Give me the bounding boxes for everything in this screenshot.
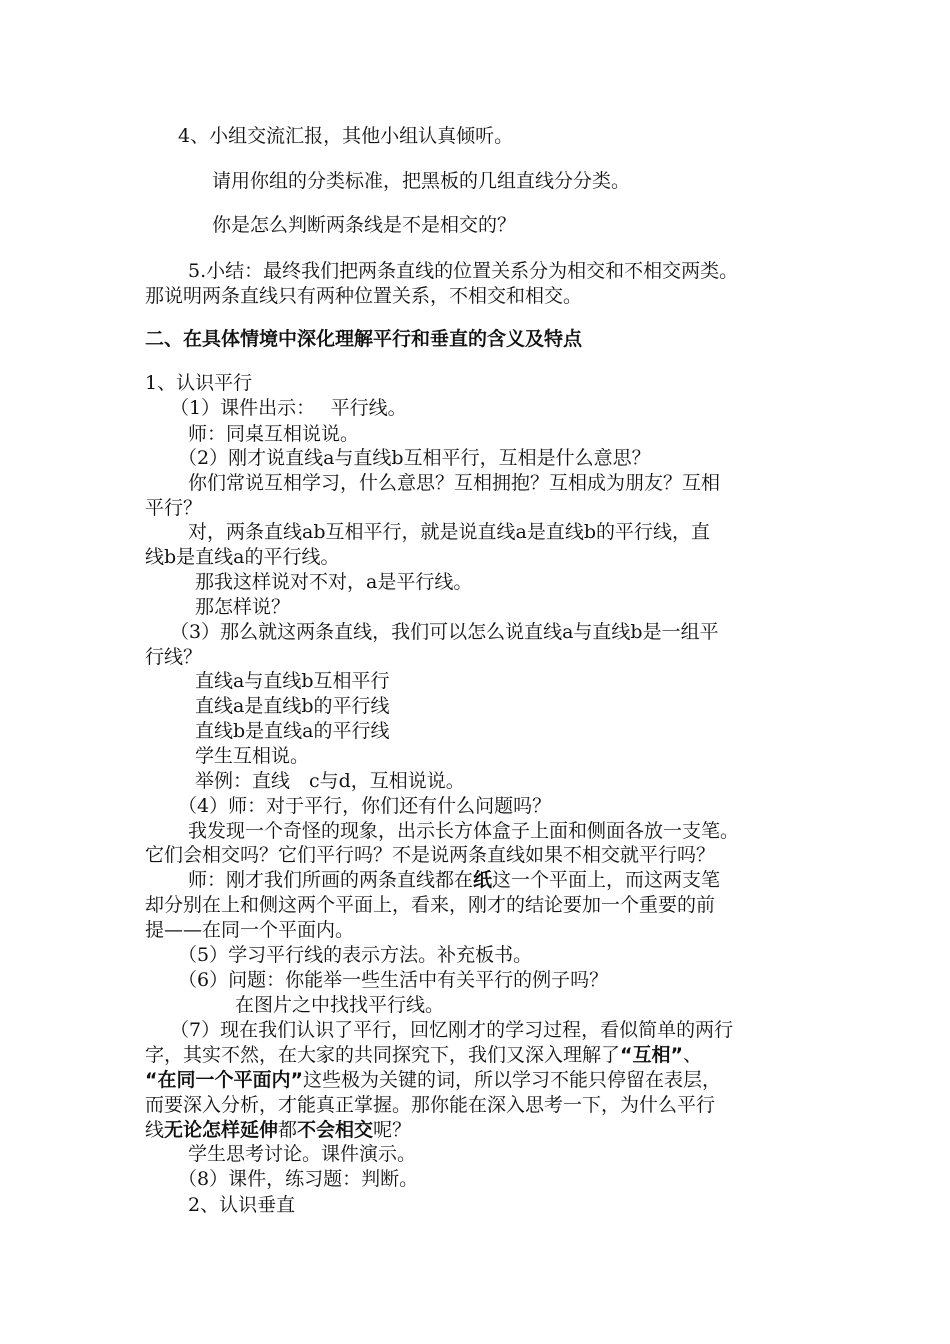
parallel-p2c-2: 线b是直线a的平行线。: [145, 546, 340, 568]
parallel-p7-4: 而要深入分析，才能真正掌握。那你能在深入思考一下，为什么平行: [145, 1094, 716, 1116]
summary-line-2: 那说明两条直线只有两种位置关系，不相交和相交。: [145, 285, 583, 307]
parallel-p4b-2: 却分别在上和侧这两个平面上，看来，刚才的结论要加一个重要的前: [145, 894, 716, 916]
parallel-p2c-1: 对，两条直线ab互相平行，就是说直线a是直线b的平行线，直: [188, 521, 710, 543]
parallel-p3e: 举例：直线 c与d，互相说说。: [195, 770, 465, 792]
parallel-p4: （4）师：对于平行，你们还有什么问题吗？: [178, 795, 552, 817]
parallel-p6a: 在图片之中找找平行线。: [235, 994, 445, 1016]
parallel-p4a-1: 我发现一个奇怪的现象，出示长方体盒子上面和侧面各放一支笔。: [188, 820, 740, 842]
parallel-title: 1、认识平行: [145, 372, 253, 394]
parallel-p3d: 学生互相说。: [195, 745, 310, 767]
emphasis-same-plane: “在同一个平面内”: [145, 1069, 303, 1091]
parallel-p2b-2: 平行？: [145, 497, 203, 519]
parallel-p1: （1）课件出示： 平行线。: [170, 397, 407, 419]
parallel-p7-5: 线无论怎样延伸都不会相交呢？: [145, 1119, 412, 1141]
parallel-p2d: 那我这样说对不对，a是平行线。: [195, 571, 473, 593]
parallel-p8: （8）课件，练习题：判断。: [178, 1168, 419, 1190]
parallel-p3a: 直线a与直线b互相平行: [195, 670, 390, 692]
parallel-p2: （2）刚才说直线a与直线b互相平行，互相是什么意思？: [178, 447, 651, 469]
parallel-p5: （5）学习平行线的表示方法。补充板书。: [178, 944, 533, 966]
parallel-p7-3: “在同一个平面内”这些极为关键的词，所以学习不能只停留在表层，: [145, 1069, 721, 1091]
section-2-heading: 二、在具体情境中深化理解平行和垂直的含义及特点: [145, 328, 583, 350]
parallel-p4b-1: 师：刚才我们所画的两条直线都在纸这一个平面上，而这两支笔: [188, 869, 721, 891]
parallel-p3-1: （3）那么就这两条直线，我们可以怎么说直线a与直线b是一组平: [170, 621, 719, 643]
emphasis-mutual: “互相”: [620, 1044, 683, 1066]
parallel-p3b: 直线a是直线b的平行线: [195, 695, 390, 717]
parallel-p2b-1: 你们常说互相学习，什么意思？互相拥抱？互相成为朋友？互相: [188, 472, 721, 494]
emphasis-no-intersect: 不会相交: [297, 1119, 374, 1141]
question-intersect: 你是怎么判断两条线是不是相交的？: [212, 214, 517, 236]
emphasis-extend: 无论怎样延伸: [164, 1119, 279, 1141]
question-classify: 请用你组的分类标准，把黑板的几组直线分分类。: [212, 170, 631, 192]
parallel-p4b-3: 提——在同一个平面内。: [145, 919, 355, 941]
parallel-p3c: 直线b是直线a的平行线: [195, 720, 390, 742]
parallel-p3-2: 行线？: [145, 646, 203, 668]
parallel-p7a: 学生思考讨论。课件演示。: [188, 1143, 417, 1165]
item-4: 4、小组交流汇报，其他小组认真倾听。: [178, 125, 514, 147]
parallel-p7-2: 字，其实不然，在大家的共同探究下，我们又深入理解了“互相”、: [145, 1044, 703, 1066]
parallel-p1b: 师：同桌互相说说。: [188, 423, 360, 445]
parallel-p4a-2: 它们会相交吗？它们平行吗？不是说两条直线如果不相交就平行吗？: [145, 844, 716, 866]
parallel-p6: （6）问题：你能举一些生活中有关平行的例子吗？: [178, 969, 609, 991]
perpendicular-title: 2、认识垂直: [188, 1194, 296, 1216]
summary-line-1: 5.小结：最终我们把两条直线的位置关系分为相交和不相交两类。: [188, 260, 739, 282]
parallel-p7-1: （7）现在我们认识了平行，回忆刚才的学习过程，看似简单的两行: [170, 1019, 734, 1041]
parallel-p2e: 那怎样说？: [195, 596, 291, 618]
emphasis-paper: 纸: [473, 869, 493, 891]
